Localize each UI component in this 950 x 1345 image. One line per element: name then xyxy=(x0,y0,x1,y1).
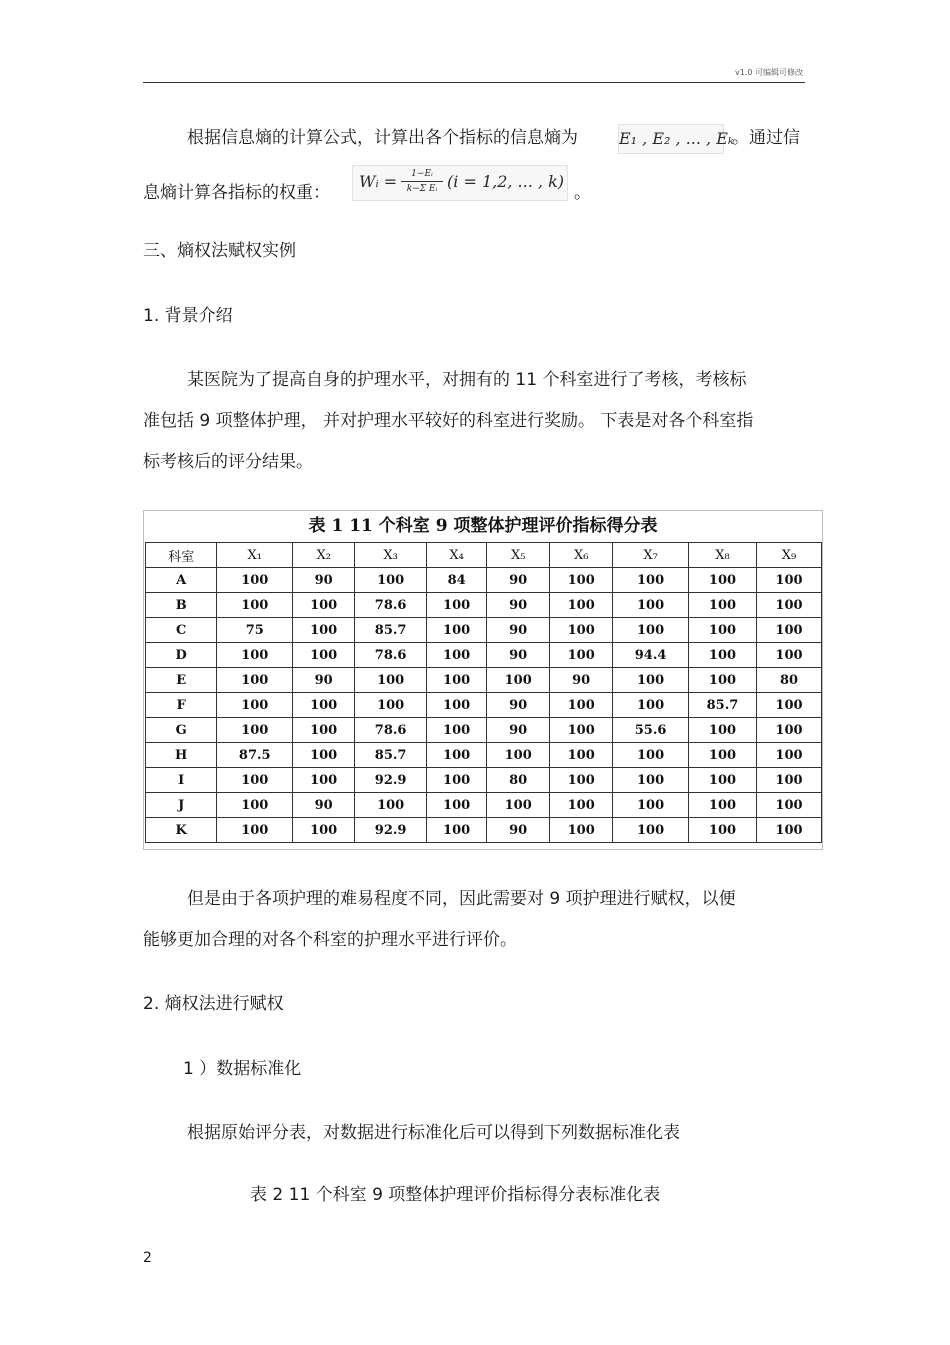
para3-line1: 但是由于各项护理的难易程度不同，因此需要对 9 项护理进行赋权，以便 xyxy=(187,889,736,909)
score-cell: 100 xyxy=(550,818,613,843)
col-header: X₆ xyxy=(550,543,613,568)
table-row xyxy=(146,793,822,818)
score-cell: 100 xyxy=(613,593,689,618)
col-header: X₈ xyxy=(688,543,756,568)
score-cell: 90 xyxy=(487,718,550,743)
score-cell: 100 xyxy=(613,768,689,793)
score-cell: 100 xyxy=(756,643,821,668)
formula-w: Wᵢ = xyxy=(359,172,398,191)
score-cell: 100 xyxy=(550,618,613,643)
score-cell: 100 xyxy=(427,768,487,793)
para1-line2-end: 。 xyxy=(574,183,591,203)
score-table-figure xyxy=(143,510,823,850)
score-cell: 100 xyxy=(293,743,355,768)
score-cell: 55.6 xyxy=(613,718,689,743)
dept-cell: J xyxy=(146,793,217,818)
score-cell: 90 xyxy=(487,618,550,643)
dept-cell: A xyxy=(146,568,217,593)
score-cell: 100 xyxy=(427,643,487,668)
score-cell: 100 xyxy=(613,693,689,718)
score-cell: 100 xyxy=(756,818,821,843)
score-cell: 100 xyxy=(756,793,821,818)
score-cell: 100 xyxy=(756,593,821,618)
col-header: X₅ xyxy=(487,543,550,568)
score-cell: 100 xyxy=(293,618,355,643)
score-cell: 100 xyxy=(756,743,821,768)
dept-cell: K xyxy=(146,818,217,843)
dept-cell: E xyxy=(146,668,217,693)
para1-line1-end: 。通过信 xyxy=(732,128,800,148)
score-cell: 80 xyxy=(487,768,550,793)
score-cell: 100 xyxy=(293,718,355,743)
dept-cell: B xyxy=(146,593,217,618)
score-cell: 85.7 xyxy=(355,743,427,768)
score-cell: 100 xyxy=(688,768,756,793)
table2-caption: 表 2 11 个科室 9 项整体护理评价指标得分表标准化表 xyxy=(250,1185,661,1205)
score-cell: 100 xyxy=(355,568,427,593)
score-cell: 90 xyxy=(487,643,550,668)
score-cell: 100 xyxy=(217,568,293,593)
score-cell: 100 xyxy=(613,793,689,818)
score-cell: 100 xyxy=(688,818,756,843)
score-cell: 92.9 xyxy=(355,818,427,843)
table-row xyxy=(146,668,822,693)
score-cell: 100 xyxy=(217,718,293,743)
entropy-formula-image: E₁ , E₂ , ... , Eₖ xyxy=(618,124,724,154)
table-header-row xyxy=(146,543,822,568)
col-header: X₂ xyxy=(293,543,355,568)
formula-fraction xyxy=(401,167,443,196)
score-cell: 100 xyxy=(550,643,613,668)
score-cell: 100 xyxy=(688,718,756,743)
score-cell: 100 xyxy=(688,668,756,693)
col-header: X₃ xyxy=(355,543,427,568)
score-cell: 100 xyxy=(613,743,689,768)
score-cell: 100 xyxy=(293,693,355,718)
score-cell: 94.4 xyxy=(613,643,689,668)
table-row xyxy=(146,618,822,643)
score-table-title: 表 1 11 个科室 9 项整体护理评价指标得分表 xyxy=(308,516,658,536)
col-header: X₇ xyxy=(613,543,689,568)
section-heading-3: 三、熵权法赋权实例 xyxy=(143,241,296,261)
table-row xyxy=(146,593,822,618)
subheading-standardization: 1 ）数据标准化 xyxy=(183,1059,302,1079)
subheading-background: 1. 背景介绍 xyxy=(143,306,233,326)
score-cell: 100 xyxy=(427,693,487,718)
score-cell: 100 xyxy=(427,793,487,818)
score-cell: 100 xyxy=(756,568,821,593)
formula-range: (i = 1,2, ... , k) xyxy=(447,172,565,191)
score-cell: 100 xyxy=(487,668,550,693)
score-cell: 75 xyxy=(217,618,293,643)
para2-line1: 某医院为了提高自身的护理水平，对拥有的 11 个科室进行了考核，考核标 xyxy=(187,370,747,390)
score-cell: 100 xyxy=(550,768,613,793)
score-cell: 87.5 xyxy=(217,743,293,768)
score-cell: 100 xyxy=(688,793,756,818)
score-cell: 100 xyxy=(427,593,487,618)
score-cell: 100 xyxy=(756,618,821,643)
score-cell: 100 xyxy=(613,618,689,643)
score-cell: 90 xyxy=(487,818,550,843)
table-row xyxy=(146,693,822,718)
header-rule xyxy=(143,82,805,83)
para2-line2: 准包括 9 项整体护理， 并对护理水平较好的科室进行奖励。 下表是对各个科室指 xyxy=(143,411,754,431)
dept-cell: G xyxy=(146,718,217,743)
dept-cell: C xyxy=(146,618,217,643)
para3-line2: 能够更加合理的对各个科室的护理水平进行评价。 xyxy=(143,930,517,950)
formula-numerator: 1−Eᵢ xyxy=(401,167,443,182)
score-cell: 100 xyxy=(487,743,550,768)
score-cell: 100 xyxy=(217,818,293,843)
page-header-text: v1.0 可编辑可修改 xyxy=(735,68,803,77)
score-cell: 100 xyxy=(613,668,689,693)
score-cell: 80 xyxy=(756,668,821,693)
score-cell: 100 xyxy=(217,668,293,693)
table-row xyxy=(146,743,822,768)
score-cell: 85.7 xyxy=(688,693,756,718)
score-cell: 100 xyxy=(217,768,293,793)
dept-cell: H xyxy=(146,743,217,768)
score-cell: 100 xyxy=(293,593,355,618)
score-table-body xyxy=(146,568,822,843)
score-cell: 100 xyxy=(550,693,613,718)
col-header: X₄ xyxy=(427,543,487,568)
dept-cell: I xyxy=(146,768,217,793)
score-cell: 92.9 xyxy=(355,768,427,793)
score-cell: 100 xyxy=(688,743,756,768)
score-cell: 100 xyxy=(756,718,821,743)
score-cell: 100 xyxy=(550,718,613,743)
score-cell: 100 xyxy=(217,793,293,818)
score-cell: 90 xyxy=(293,568,355,593)
dept-cell: D xyxy=(146,643,217,668)
score-table xyxy=(145,542,822,843)
score-cell: 90 xyxy=(293,668,355,693)
score-cell: 100 xyxy=(355,693,427,718)
score-cell: 100 xyxy=(550,568,613,593)
table-row xyxy=(146,568,822,593)
page-number: 2 xyxy=(143,1250,152,1266)
score-cell: 90 xyxy=(487,593,550,618)
score-cell: 100 xyxy=(293,643,355,668)
score-cell: 78.6 xyxy=(355,718,427,743)
score-cell: 100 xyxy=(427,818,487,843)
col-header: X₉ xyxy=(756,543,821,568)
score-cell: 100 xyxy=(756,768,821,793)
score-cell: 100 xyxy=(688,593,756,618)
score-cell: 100 xyxy=(293,818,355,843)
score-cell: 100 xyxy=(427,668,487,693)
table-row xyxy=(146,818,822,843)
score-cell: 100 xyxy=(688,643,756,668)
para2-line3: 标考核后的评分结果。 xyxy=(143,452,313,472)
table-row xyxy=(146,643,822,668)
formula-denominator: k−Σ Eᵢ xyxy=(406,184,438,194)
score-cell: 78.6 xyxy=(355,593,427,618)
weight-formula-image xyxy=(352,165,568,201)
score-cell: 84 xyxy=(427,568,487,593)
score-cell: 100 xyxy=(756,693,821,718)
score-cell: 100 xyxy=(427,618,487,643)
score-cell: 100 xyxy=(293,768,355,793)
score-cell: 100 xyxy=(355,793,427,818)
score-cell: 100 xyxy=(550,743,613,768)
score-cell: 100 xyxy=(613,818,689,843)
score-cell: 100 xyxy=(613,568,689,593)
para1-line1-text: 根据信息熵的计算公式，计算出各个指标的信息熵为 xyxy=(187,128,578,148)
score-cell: 100 xyxy=(217,643,293,668)
score-cell: 90 xyxy=(487,568,550,593)
score-cell: 100 xyxy=(688,568,756,593)
score-cell: 100 xyxy=(550,793,613,818)
score-cell: 85.7 xyxy=(355,618,427,643)
score-cell: 100 xyxy=(427,718,487,743)
para4: 根据原始评分表，对数据进行标准化后可以得到下列数据标准化表 xyxy=(187,1123,680,1143)
score-cell: 90 xyxy=(487,693,550,718)
subheading-entropy-weighting: 2. 熵权法进行赋权 xyxy=(143,994,284,1014)
score-cell: 90 xyxy=(550,668,613,693)
score-cell: 100 xyxy=(550,593,613,618)
table-row xyxy=(146,718,822,743)
score-cell: 100 xyxy=(427,743,487,768)
score-cell: 100 xyxy=(217,693,293,718)
score-cell: 100 xyxy=(217,593,293,618)
score-cell: 100 xyxy=(487,793,550,818)
col-header: 科室 xyxy=(146,543,217,568)
table-row xyxy=(146,768,822,793)
score-cell: 78.6 xyxy=(355,643,427,668)
para1-line2-text: 息熵计算各指标的权重： xyxy=(143,183,330,203)
score-cell: 90 xyxy=(293,793,355,818)
score-cell: 100 xyxy=(688,618,756,643)
score-cell: 100 xyxy=(355,668,427,693)
col-header: X₁ xyxy=(217,543,293,568)
dept-cell: F xyxy=(146,693,217,718)
